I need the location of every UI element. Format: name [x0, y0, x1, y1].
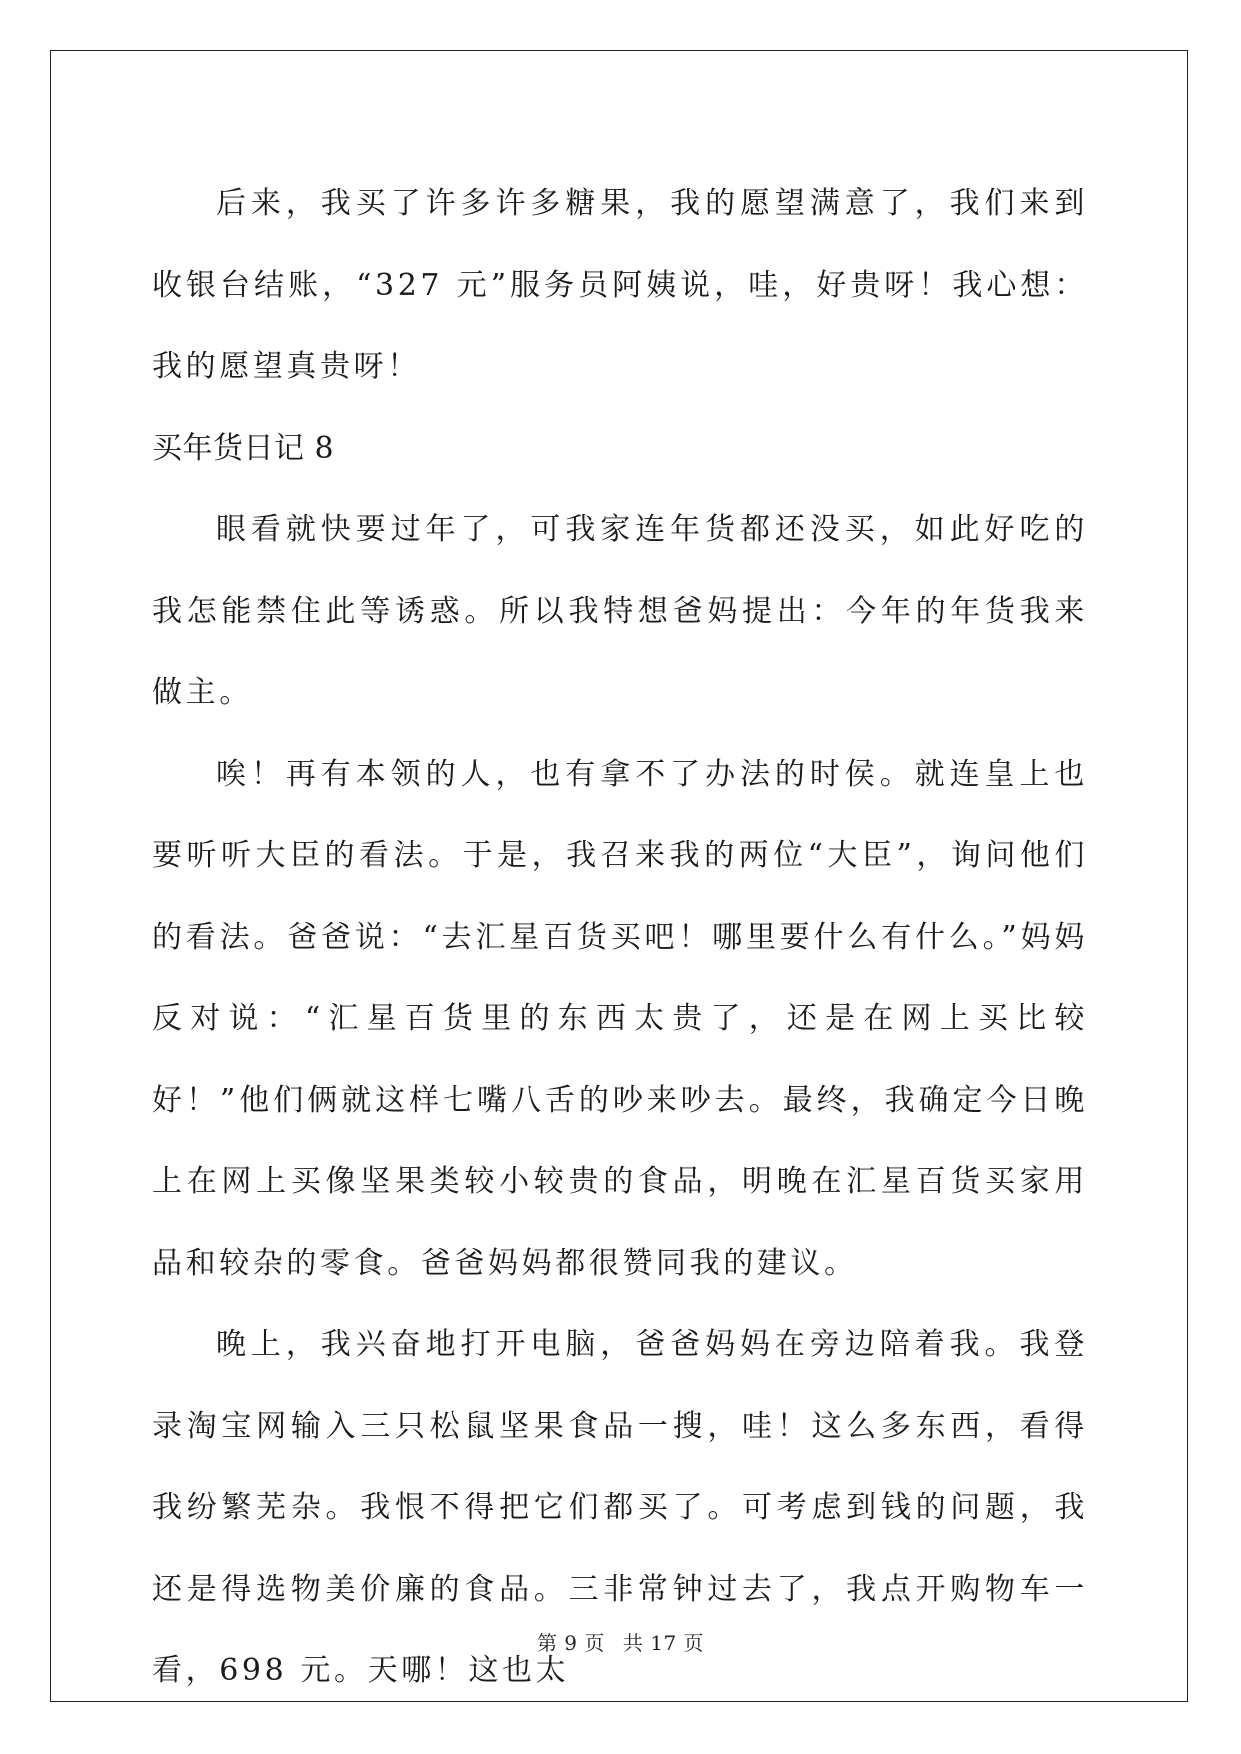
page-footer [0, 1627, 1241, 1656]
document-body [152, 163, 1088, 1712]
paragraph-candy-checkout: 后来，我买了许多许多糖果，我的愿望满意了，我们来到收银台结账，“327 元”服务员阿姨说，哇，好贵呀！我心想：我的愿望真贵呀！ [152, 186, 1088, 384]
page-number: 第 9 页 [536, 1631, 605, 1655]
section-heading: 买年货日记 8 [152, 430, 335, 466]
paragraph-ministers-debate: 唉！再有本领的人，也有拿不了办法的时侯。就连皇上也要听听大臣的看法。于是，我召来我的两位“大臣”，询问他们的看法。爸爸说：“去汇星百货买吧！哪里要什么有什么。”妈妈反对说：“汇星百货里的东西太贵了，还是在网上买比较好！”他们俩就这样七嘴八舌的吵来吵去。最终，我确定今日晚上在网上买像坚果类较小较贵的食品，明晚在汇星百货买家用品和较杂的零食。爸爸妈妈都很赞同我的建议。 [152, 756, 1088, 1281]
paragraph-new-year-coming: 眼看就快要过年了，可我家连年货都还没买，如此好吃的我怎能禁住此等诱惑。所以我特想爸妈提出：今年的年货我来做主。 [152, 512, 1088, 710]
paragraph-online-shopping: 晚上，我兴奋地打开电脑，爸爸妈妈在旁边陪着我。我登录淘宝网输入三只松鼠坚果食品一搜，哇！这么多东西，看得我纷繁芜杂。我恨不得把它们都买了。可考虑到钱的问题，我还是得选物美价廉的食品。三非常钟过去了，我点开购物车一看，698 元。天哪！这也太 [152, 1327, 1088, 1688]
page-total: 共 17 页 [622, 1631, 705, 1655]
